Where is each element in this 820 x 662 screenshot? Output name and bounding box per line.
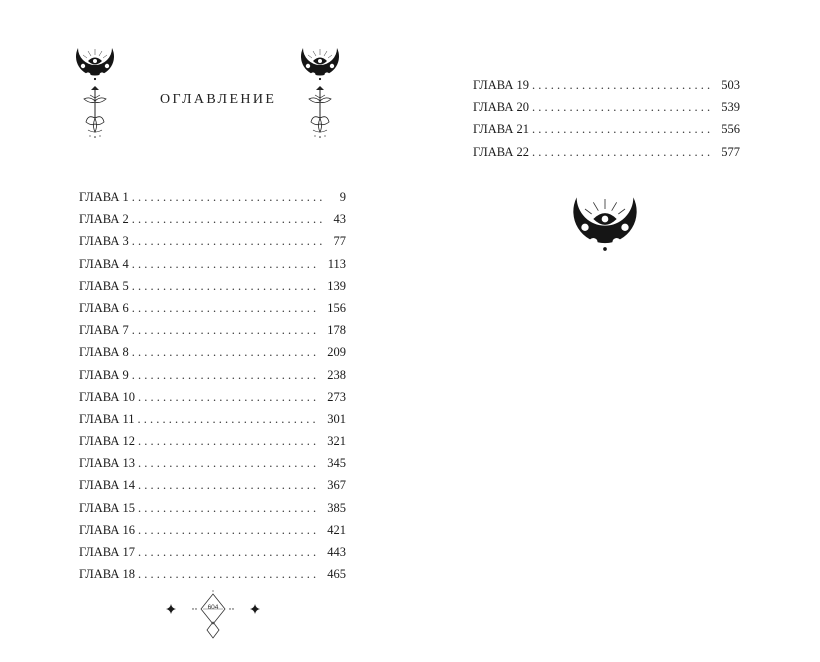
chapter-label: ГЛАВА 10 [79, 389, 135, 404]
chapter-page-number: 421 [327, 522, 346, 537]
chapter-page-number: 178 [327, 323, 346, 338]
dot-leader [138, 452, 319, 474]
chapter-page-number: 367 [327, 478, 346, 493]
table-of-contents-right [473, 74, 740, 163]
dot-leader [532, 96, 713, 118]
crescent-moon-eye-sword-lotus-icon [299, 46, 341, 142]
chapter-label: ГЛАВА 5 [79, 278, 129, 293]
dot-leader [532, 118, 713, 140]
dot-leader [138, 497, 319, 519]
chapter-page-number: 273 [327, 389, 346, 404]
chapter-label: ГЛАВА 13 [79, 456, 135, 471]
toc-entry [79, 230, 346, 252]
toc-entry [79, 319, 346, 341]
toc-entry [473, 141, 740, 163]
dot-leader [132, 208, 324, 230]
toc-entry [79, 452, 346, 474]
crescent-moon-eye-icon [570, 190, 640, 268]
toc-entry [79, 297, 346, 319]
toc-entry [79, 408, 346, 430]
chapter-page-number: 9 [339, 190, 346, 204]
dot-leader [132, 341, 320, 363]
chapter-label: ГЛАВА 17 [79, 545, 135, 559]
chapter-page-number: 577 [721, 144, 740, 159]
toc-entry [473, 74, 740, 96]
chapter-page-number: 209 [327, 345, 346, 360]
chapter-label: ГЛАВА 7 [79, 323, 129, 338]
dot-leader [132, 297, 320, 319]
chapter-page-number: 443 [327, 545, 346, 559]
dot-leader [138, 386, 319, 408]
chapter-page-number: 139 [327, 278, 346, 293]
chapter-label: ГЛАВА 20 [473, 100, 529, 115]
dot-leader [132, 253, 320, 275]
toc-entry [79, 541, 346, 563]
toc-entry [79, 208, 346, 230]
dot-leader [138, 430, 319, 452]
toc-entry [79, 474, 346, 496]
dot-leader [138, 541, 319, 563]
dot-leader [132, 275, 320, 297]
chapter-page-number: 113 [327, 256, 346, 271]
chapter-page-number: 301 [327, 411, 346, 426]
toc-entry [79, 253, 346, 275]
dot-leader [138, 408, 320, 430]
chapter-label: ГЛАВА 18 [79, 567, 135, 582]
chapter-label: ГЛАВА 22 [473, 144, 529, 159]
chapter-label: ГЛАВА 6 [79, 300, 129, 315]
right-page [410, 0, 820, 662]
chapter-page-number: 345 [327, 456, 346, 471]
chapter-label: ГЛАВА 1 [79, 190, 129, 204]
chapter-label: ГЛАВА 9 [79, 367, 129, 382]
toc-entry [79, 497, 346, 519]
chapter-page-number: 77 [333, 234, 346, 249]
toc-entry [79, 386, 346, 408]
dot-leader [138, 519, 319, 541]
toc-entry [79, 430, 346, 452]
chapter-label: ГЛАВА 4 [79, 256, 129, 271]
chapter-label: ГЛАВА 19 [473, 78, 529, 92]
toc-entry [79, 563, 346, 585]
page-number: 604 [207, 604, 219, 611]
chapter-label: ГЛАВА 16 [79, 522, 135, 537]
table-of-contents-left [79, 186, 346, 585]
page-title: ОГЛАВЛЕНИЕ [160, 92, 277, 107]
toc-entry [79, 519, 346, 541]
dot-leader [532, 74, 713, 96]
toc-entry [79, 186, 346, 208]
dot-leader [138, 474, 319, 496]
toc-entry [473, 118, 740, 140]
chapter-label: ГЛАВА 14 [79, 478, 135, 493]
toc-entry [79, 341, 346, 363]
toc-entry [473, 96, 740, 118]
page-folio [163, 590, 263, 640]
chapter-page-number: 539 [721, 100, 740, 115]
dot-leader [132, 364, 320, 386]
chapter-page-number: 238 [327, 367, 346, 382]
diamond-folio-icon [163, 590, 263, 640]
chapter-page-number: 503 [721, 78, 740, 92]
chapter-label: ГЛАВА 21 [473, 122, 529, 137]
chapter-label: ГЛАВА 2 [79, 212, 129, 227]
dot-leader [132, 319, 320, 341]
chapter-page-number: 321 [327, 434, 346, 449]
chapter-label: ГЛАВА 3 [79, 234, 129, 249]
chapter-label: ГЛАВА 12 [79, 434, 135, 449]
toc-entry [79, 275, 346, 297]
chapter-label: ГЛАВА 11 [79, 411, 135, 426]
dot-leader [532, 141, 713, 163]
dot-leader [132, 230, 324, 252]
toc-entry [79, 364, 346, 386]
chapter-page-number: 43 [333, 212, 346, 227]
dot-leader [138, 563, 319, 585]
chapter-page-number: 385 [327, 500, 346, 515]
chapter-label: ГЛАВА 8 [79, 345, 129, 360]
chapter-page-number: 465 [327, 567, 346, 582]
chapter-label: ГЛАВА 15 [79, 500, 135, 515]
chapter-page-number: 556 [721, 122, 740, 137]
dot-leader [132, 186, 324, 208]
chapter-page-number: 156 [327, 300, 346, 315]
crescent-moon-eye-sword-lotus-icon [74, 46, 116, 142]
